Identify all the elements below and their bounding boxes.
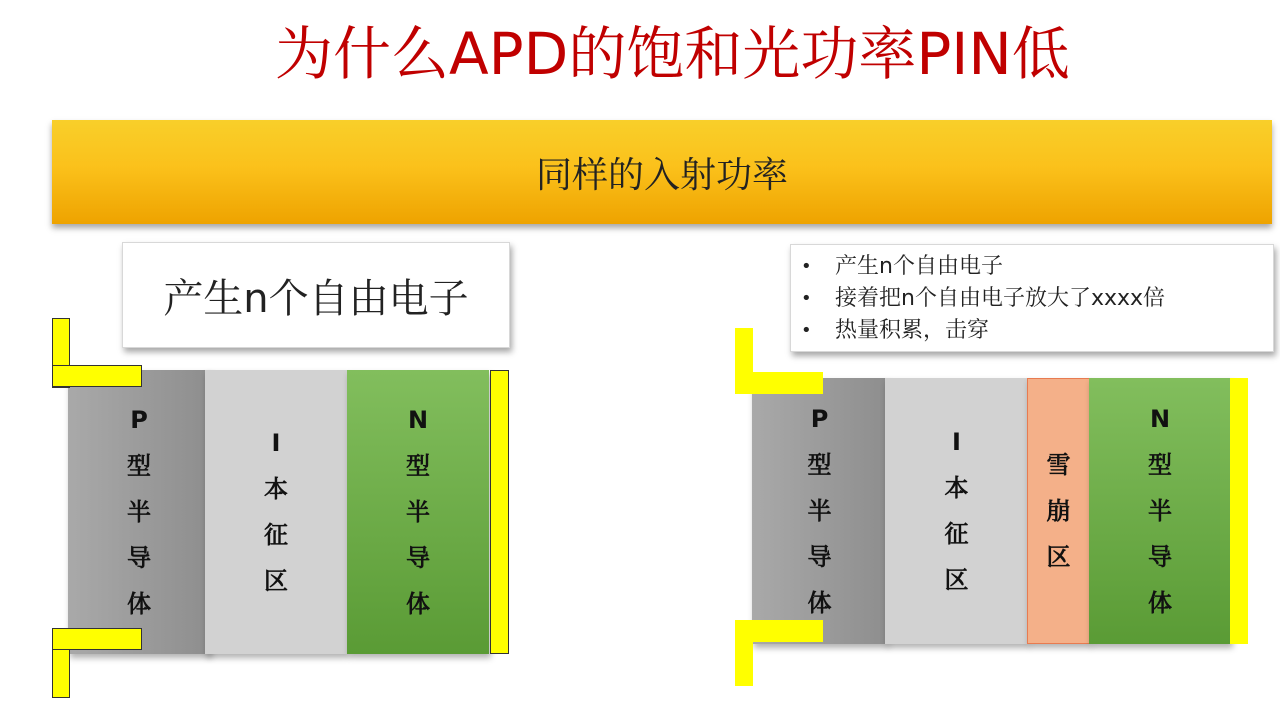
pin-n-region-label: N 型 半 导 体 (406, 406, 430, 618)
apd-p-region (752, 378, 887, 644)
banner-label: 同样的入射功率 (535, 154, 788, 196)
apd-p-contact-top-horizontal (735, 372, 823, 394)
pin-n-region (347, 370, 489, 654)
pin-p-contact-bottom-horizontal (52, 628, 142, 650)
apd-bullet: • 接着把n个自由电子放大了xxxx倍 (835, 283, 1273, 315)
pin-i-region-label: I 本 征 区 (264, 429, 288, 595)
apd-n-region (1089, 378, 1231, 644)
apd-i-region (885, 378, 1028, 644)
apd-description-box (790, 244, 1274, 352)
pin-description-box (122, 242, 510, 348)
pin-p-region (68, 370, 210, 654)
apd-bullet: • 热量积累，击穿 (835, 315, 1273, 347)
apd-bullet: • 产生n个自由电子 (835, 251, 1273, 283)
slide-title: 为什么APD的饱和光功率PIN低 (275, 20, 1070, 88)
apd-n-region-label: N 型 半 导 体 (1148, 405, 1172, 617)
pin-p-region-label: P 型 半 导 体 (127, 406, 151, 618)
pin-i-region (205, 370, 347, 654)
incident-power-banner (52, 120, 1272, 224)
apd-p-contact-bottom-horizontal (735, 620, 823, 642)
apd-bullet-list (791, 251, 1273, 347)
apd-avalanche-region-label: 雪 崩 区 (1046, 451, 1071, 571)
apd-n-contact (1230, 378, 1248, 644)
pin-n-contact (490, 370, 509, 654)
pin-description-text: 产生n个自由电子 (163, 275, 469, 322)
apd-i-region-label: I 本 征 区 (944, 428, 969, 594)
pin-p-contact-top-horizontal (52, 365, 142, 387)
apd-p-region-label: P 型 半 导 体 (807, 405, 832, 617)
apd-avalanche-region (1027, 378, 1090, 644)
